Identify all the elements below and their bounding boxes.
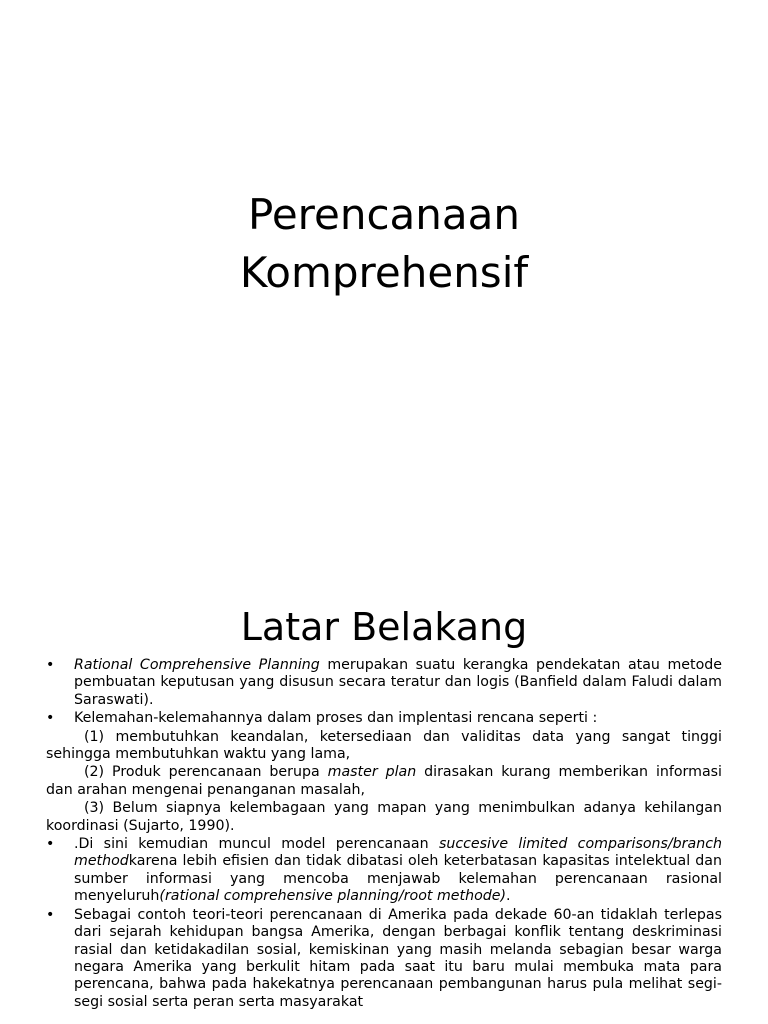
bullet-dot: • bbox=[46, 836, 55, 853]
bullet-2-text: Kelemahan-kelemahannya dalam proses dan implentasi rencana seperti : bbox=[74, 710, 598, 727]
bullet-4-text: Sebagai contoh teori-teori perencanaan di Amerika pada dekade 60-an tidaklah terlepas dari sejarah kehidupan bangsa Amerika, dengan berbagai konflik tentang deskriminasi rasial dan ketidakadilan sosial, kemiskinan yang masih melanda sebagian besar warga negara Amerika yang berkulit hitam pada saat itu baru mulai membuka mata para perencana, bahwa pada hakekatnya perencanaan pembangunan harus pula melihat segi-segi sosial serta peran serta masyarakat bbox=[74, 906, 722, 1010]
bullet-item bbox=[46, 836, 722, 906]
slide2-title: Latar Belakang bbox=[240, 605, 528, 649]
title-line-2: Komprehensif bbox=[239, 248, 529, 297]
bullet-item bbox=[46, 907, 722, 1011]
bullet-3-pre: .Di sini kemudian muncul model perencanaan bbox=[74, 836, 439, 853]
bullet-dot: • bbox=[46, 657, 55, 673]
bullet-3-post: . bbox=[506, 888, 511, 905]
bullet-dot: • bbox=[46, 710, 55, 727]
slide1-title bbox=[0, 186, 768, 302]
sub-2-post: dirasakan kurang memberikan informasi dan arahan mengenai penanganan masalah, bbox=[46, 764, 722, 798]
bullet-item bbox=[46, 710, 722, 727]
bullet-1-italic: Rational Comprehensive Planning bbox=[74, 657, 320, 673]
bullet-3-italic-2: (rational comprehensive planning/root methode) bbox=[159, 888, 507, 905]
title-line-1: Perencanaan bbox=[247, 190, 520, 239]
bullet-3-italic: succesive limited comparisons/branch method bbox=[74, 836, 722, 870]
slide2-body bbox=[46, 657, 722, 1012]
sub-2-italic: master plan bbox=[327, 764, 417, 781]
bullet-item bbox=[46, 657, 722, 709]
sub-item-2 bbox=[46, 764, 722, 799]
sub-2-pre: (2) Produk perencanaan berupa bbox=[84, 764, 328, 781]
bullet-dot: • bbox=[46, 906, 55, 923]
bullet-1-text: merupakan suatu kerangka pendekatan atau metode pembuatan keputusan yang disusun secara teratur dan logis (Banfield dalam Faludi dalam Saraswati). bbox=[74, 657, 722, 708]
sub-item-1: (1) membutuhkan keandalan, ketersediaan dan validitas data yang sangat tinggi sehingga membutuhkan waktu yang lama, bbox=[46, 728, 722, 763]
bullet-3-mid: karena lebih efisien dan tidak dibatasi oleh keterbatasan kapasitas intelektual dan sumber informasi yang mencoba menjawab kelemahan perencanaan rasional menyeluruh bbox=[74, 853, 722, 905]
sub-item-3: (3) Belum siapnya kelembagaan yang mapan yang menimbulkan adanya kehilangan koordinasi (Sujarto, 1990). bbox=[46, 800, 722, 834]
